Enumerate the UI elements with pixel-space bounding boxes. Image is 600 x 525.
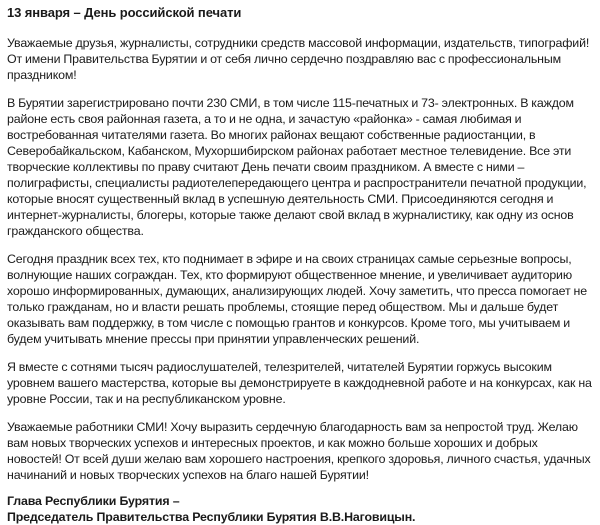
signature-title: Глава Республики Бурятия – xyxy=(7,494,180,508)
paragraph-pride: Я вместе с сотнями тысяч радиослушателей, телезрителей, читателей Бурятии горжусь высоким уровнем вашего мастерства, которые вы демонстрируете в каждодневной работе и на конкурсах, как на уровне России, так и на республиканском уровне. xyxy=(7,360,592,406)
paragraph-media-statistics: В Бурятии зарегистрировано почти 230 СМИ, в том числе 115-печатных и 73- электронных. В каждом районе есть своя районная газета, а то и не одна, и зачастую «районка» - самая любимая и востребованная читателями газета. Во многих районах вещают собственные радиостанции, в Северобайкальском, Кабанском, Мухоршибирском районах работает местное телевидение. Все эти творческие коллективы по праву считают День печати своим праздником. А вместе с ними – полиграфисты, специалисты радиотелепередающего центра и распространители печатной продукции, которые вносят существенный вклад в успешную деятельность СМИ. Присоединяются сегодня и интернет-журналисты, блогеры, которые также делают свой вклад в журналистику, как одну из основ гражданского общества. xyxy=(7,96,587,238)
signature-name: Председатель Правительства Республики Бурятия В.В.Наговицын. xyxy=(7,510,416,524)
paragraph-greeting: Уважаемые друзья, журналисты, сотрудники средств массовой информации, издательств, типографий! От имени Правительства Бурятии и от себя лично сердечно поздравляю вас с профессиональным праздником! xyxy=(7,36,590,82)
signature-block xyxy=(7,493,592,525)
paragraph-press-role: Сегодня праздник всех тех, кто поднимает в эфире и на своих страницах самые серьезные вопросы, волнующие наших сограждан. Тех, кто формируют общественное мнение, и увеличивает аудиторию хорошо информированных, думающих, анализирующих людей. Хочу заметить, что пресса помогает не только гражданам, но и власти решать проблемы, стоящие перед обществом. Мы и дальше будет оказывать вам поддержку, в том числе с помощью грантов и конкурсов. Кроме того, мы учитываем и будем учитывать мнение прессы при принятии управленческих решений. xyxy=(7,252,587,346)
document-title: 13 января – День российской печати xyxy=(7,5,242,20)
paragraph-wishes: Уважаемые работники СМИ! Хочу выразить сердечную благодарность вам за непростой труд. Желаю вам новых творческих успехов и интересных проектов, и как можно больше хороших и добрых новостей! От всей души желаю вам хорошего настроения, крепкого здоровья, личного счастья, удачных начинаний и новых творческих успехов на благо нашей Бурятии! xyxy=(7,420,591,482)
